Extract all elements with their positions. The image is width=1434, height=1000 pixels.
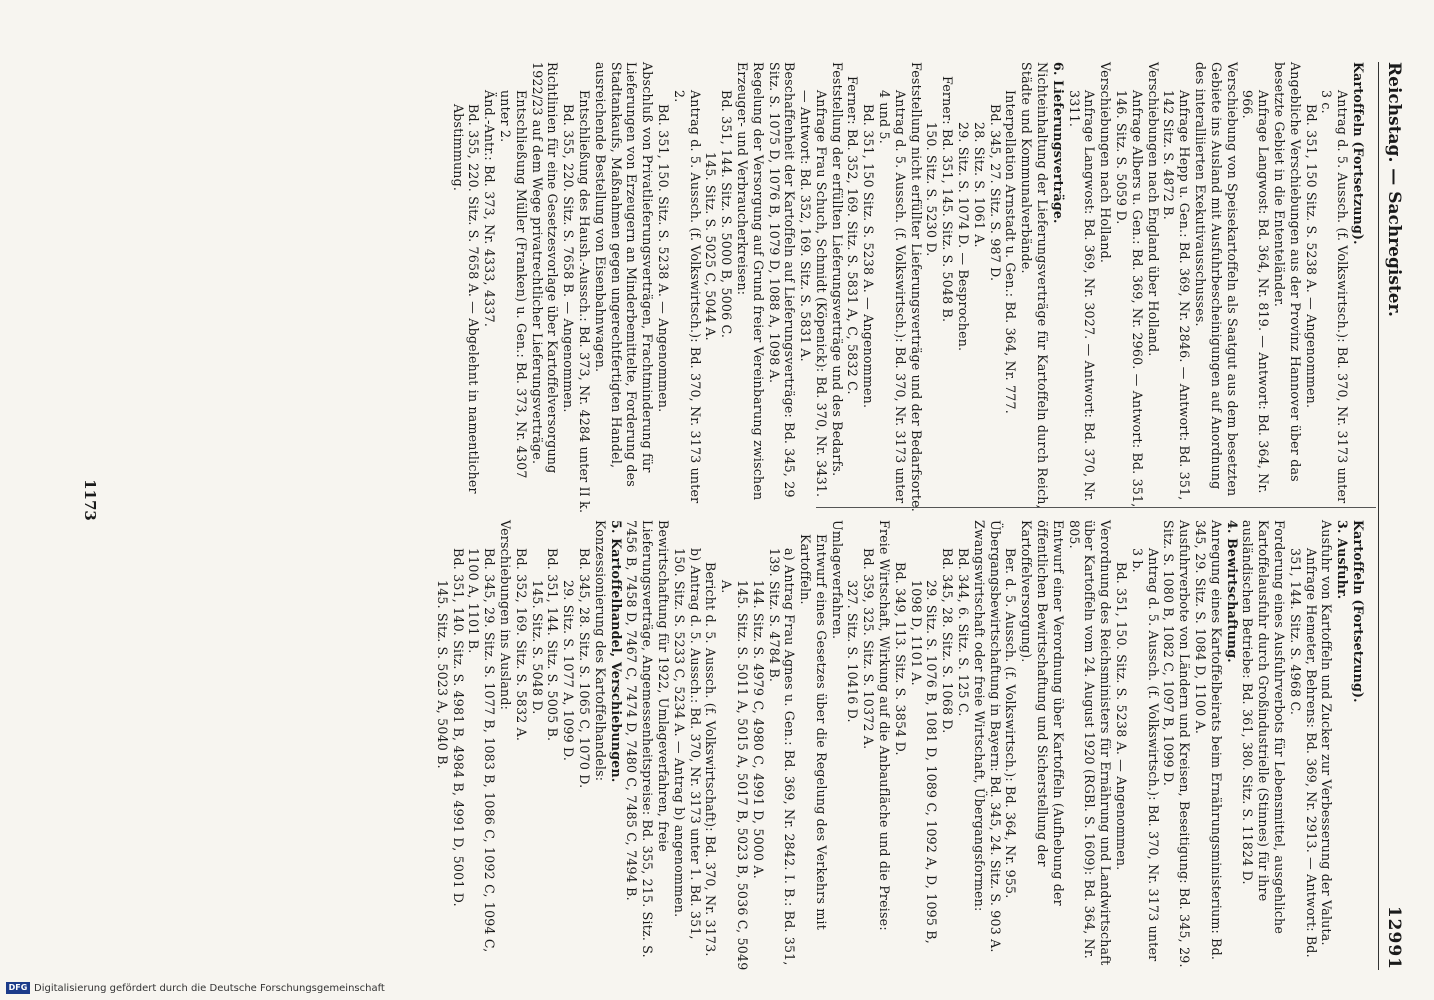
index-entry: Richtlinien für eine Gesetzesvorlage über Kartoffelversorgung 1922/23 auf dem Wege privatrechtlicher Lieferungsverträge. (529, 62, 561, 474)
index-entry: Freie Wirtschaft, Wirkung auf die Anbaufläche und die Preise: (877, 520, 893, 931)
subsection-heading: 6. Lieferungsverträge. (1050, 62, 1066, 224)
index-entry: Entwurf einer Verordnung über Kartoffeln (Aufhebung der öffentlichen Bewirtschaftung und Sicherstellung der Kartoffelversorgung). (1019, 520, 1066, 906)
index-entry: Nichteinhaltung der Lieferungsverträge für Kartoffeln durch Reich, Städte und Kommunalverbände. (1019, 62, 1051, 509)
index-entry: 29. Sitz. S. 1074 D. — Besprochen. (956, 122, 972, 352)
index-entry: Bd. 359, 325. Sitz. S. 10372 A. (861, 548, 877, 750)
index-entry: Antrag d. 5. Aussch. (f. Volkswirtsch.): Bd. 370, Nr. 3173 unter 3 b. (1129, 548, 1161, 962)
index-entry: Bewirtschaftung für 1922, Umlageverfahren, freie Lieferungsverträge, Angemessenheitspreise: Bd. 355, 215. Sitz. S. 7456 B, 7458 D, 7467 C, 7474 D, 7480 C, 7485 C, 7494 B. (624, 520, 671, 958)
index-entry: a) Antrag Frau Agnes u. Gen.: Bd. 369, Nr. 2842. I. B.: Bd. 351, 139. Sitz. S. 4784 B. (766, 548, 798, 966)
index-entry: Bd. 345, 28. Sitz. S. 1068 D. (940, 548, 956, 734)
index-entry: 144. Sitz. S. 4979 C, 4980 C, 4991 D, 5000 A. (750, 580, 766, 879)
index-entry: Anregung eines Kartoffelbeirats beim Ernährungsministerium: Bd. 345, 29. Sitz. S. 1084 D, 1100 A. (1193, 520, 1224, 961)
index-entry: Konzessionierung des Kartoffelhandels: (592, 520, 608, 782)
index-entry: Entschließung Müller (Franken) u. Gen.: Bd. 373, Nr. 4307 unter 2. (497, 90, 529, 479)
index-entry: Bd. 351, 144. Sitz. S. 5005 B. (545, 548, 561, 742)
index-entry: Bd. 351, 150. Sitz. S. 5238 A. — Angenommen. (655, 104, 671, 413)
index-entry: Anfrage Albers u. Gen.: Bd. 369, Nr. 2960. — Antwort: Bd. 351, 146. Sitz. S. 5059 D. (1114, 90, 1145, 508)
index-entry: Zwangswirtschaft oder freie Wirtschaft, Übergangsformen: (971, 520, 987, 912)
index-entry: Bd. 355, 220. Sitz. S. 7658 B. — Angenommen. (561, 104, 577, 413)
credit-text: Digitalisierung gefördert durch die Deutsche Forschungsgemeinschaft (34, 982, 385, 994)
index-entry: Entwurf eines Gesetzes über die Regelung des Verkehrs mit Kartoffeln. (798, 534, 829, 930)
index-entry: Verschiebung von Speisekartoffeln als Saatgut aus dem besetzten Gebiete ins Ausland mit Ausfuhrbescheinigungen auf Anordnung des interalliierten Exekutivausschusses. (1193, 62, 1240, 497)
index-entry: Ferner: Bd. 351, 145. Sitz. S. 5048 B. (940, 76, 956, 323)
index-entry: Regelung der Versorgung auf Grund freier Vereinbarung zwischen Erzeuger- und Verbraucherkreisen: (734, 62, 766, 501)
index-entry: Verschiebungen nach England über Holland. (1145, 62, 1161, 357)
section-heading: Kartoffeln (Fortsetzung). (1351, 520, 1366, 703)
index-entry: Forderung eines Ausfuhrverbots für Lebensmittel, ausgehliche Kartoffelausfuhr durch Großindustrielle (Stinnes) für ihre ausländischen Betriebe: Bd. 361, 380. Sitz. S. 11824 D. (1240, 520, 1288, 934)
index-entry: 145. Sitz. S. 5023 A, 5040 B. (434, 580, 450, 769)
index-entry: Anfrage Langwost: Bd. 364, Nr. 819. — Antwort: Bd. 364, Nr. 966. (1240, 90, 1272, 494)
index-entry: Bd. 345, 28. Sitz. S. 1065 C, 1070 D. (576, 548, 592, 789)
index-entry: Bd. 351, 150 Sitz. S. 5238 A. — Angenommen. (861, 104, 877, 409)
index-entry: 150. Sitz. S. 5230 D. (924, 122, 940, 257)
index-entry: Anfrage Frau Schuch, Schmidt (Köpenick): Bd. 370, Nr. 3431. — Antwort: Bd. 352, 169. Sitz. S. 5831 A. (798, 90, 829, 498)
page-number: 12991 (1384, 905, 1404, 970)
index-entry: Interpellation Arnstadt u. Gen.: Bd. 364, Nr. 777. (1003, 90, 1019, 414)
index-entry: Übergangsbewirtschaftung in Bayern: Bd. 345, 24. Sitz. S. 903 A. (987, 520, 1003, 953)
index-entry: Angebliche Verschiebungen aus der Provinz Hannover über das besetzte Gebiet in die Ententeländer. (1272, 62, 1303, 482)
index-entry: Bd. 351, 150 Sitz. S. 5238 A. — Angenommen. (1303, 104, 1319, 409)
index-entry: Bericht d. 5. Aussch. (f. Volkswirtschaft): Bd. 370, Nr. 3173. (703, 562, 719, 957)
index-entry: Antrag d. 5. Aussch. (f. Volkswirtsch.): Bd. 370, Nr. 3173 unter 3 c. (1319, 90, 1351, 504)
index-entry: Feststellung der erfüllten Lieferungsverträge und des Bedarfs. (829, 62, 845, 477)
footer-page-number: 1173 (81, 479, 99, 521)
column-divider (816, 507, 1376, 508)
index-entry: 29. Sitz. S. 1076 B, 1081 D, 1089 C, 1092 A, D, 1095 B, 1098 D, 1101 A. (908, 580, 940, 944)
index-entry: Antrag d. 5. Aussch. (f. Volkswirtsch.): Bd. 370, Nr. 3173 unter 2. (671, 90, 703, 504)
index-entry: 145. Sitz. S. 5025 C, 5044 A. (703, 152, 719, 341)
index-entry: 28. Sitz. S. 1061 A. (971, 122, 987, 248)
index-entry: Bd. 351, 144. Sitz. S. 5000 B, 5006 C. (719, 90, 735, 339)
index-entry: Ber. d. 5. Aussch. (f. Volkswirtsch.): Bd. 364, Nr. 955. (1003, 548, 1019, 899)
subsection-heading: 4. Bewirtschaftung. (1224, 520, 1240, 663)
index-entry: Bd. 344, 6. Sitz. S. 125 C. (956, 548, 972, 717)
index-entry: Feststellung nicht erfüllter Lieferungsverträge und der Bedarfsorte. (908, 62, 924, 512)
index-entry: Antrag d. 5. Aussch. (f. Volkswirtsch.): Bd. 370, Nr. 3173 unter 4 und 5. (877, 90, 908, 504)
index-entry: Änd.-Antr.: Bd. 373, Nr. 4333, 4337. (482, 90, 498, 328)
left-column (450, 62, 1366, 514)
index-entry: 29. Sitz. S. 1077 A, 1099 D. (561, 580, 577, 762)
index-entry: Anfrage Langwost: Bd. 369, Nr. 3027. — Antwort: Bd. 370, Nr. 3311. (1066, 90, 1098, 502)
index-entry: 327. Sitz. S. 10416 D. (845, 580, 861, 723)
index-entry: Umlageverfahren. (829, 520, 845, 640)
index-entry: Ausfuhr von Kartoffeln und Zucker zur Verbesserung der Valuta. (1319, 520, 1335, 946)
page-title: Reichstag. — Sachregister. (1384, 62, 1404, 317)
page-header (1384, 62, 1412, 970)
index-entry: Ferner: Bd. 352, 169. Sitz. S. 5831 A, C, 5832 C. (845, 76, 861, 395)
digitization-credit (6, 982, 385, 994)
index-entry: Bd. 351, 150. Sitz. S. 5238 A. — Angenommen. (1114, 562, 1130, 871)
index-entry: Bd. 345, 27. Sitz. S. 987 D. (987, 104, 1003, 282)
index-entry: Entschließung des Haush.-Aussch.: Bd. 373, Nr. 4284 unter II k. (576, 90, 592, 514)
index-entry: Verschiebungen ins Ausland: (497, 520, 513, 711)
index-entry: 145. Sitz. S. 5011 A, 5015 A, 5017 B, 5023 B, 5036 C, 5049 A. (719, 580, 750, 971)
index-entry: Verschiebungen nach Holland. (1098, 62, 1114, 264)
index-entry: Ausfuhrverbote von Ländern und Kreisen, Beseitigung: Bd. 345, 29. Sitz. S. 1080 B, 1082 C, 1097 B, 1099 D. (1161, 520, 1193, 968)
dfg-logo: DFG (6, 982, 30, 994)
index-entry: Bd. 351, 140. Sitz. S. 4981 B, 4984 B, 4991 D, 5001 D. (450, 548, 466, 907)
index-entry: Bd. 345, 29. Sitz. S. 1077 B, 1083 B, 1086 C, 1092 C, 1094 C, 1100 A, 1101 B. (466, 548, 498, 953)
right-column (434, 520, 1366, 972)
index-entry: Anfrage Hepp u. Gen.: Bd. 369, Nr. 2846. — Antwort: Bd. 351, 142 Sitz. S. 4872 B. (1161, 90, 1193, 501)
index-entry: b) Antrag d. 5. Aussch.: Bd. 370, Nr. 3173 unter 1. Bd. 351, 150. Sitz. S. 5233 C, 5234 A. — Antrag b) angenommen. (671, 548, 703, 940)
index-entry: Bd. 349, 113. Sitz. S. 3854 D. (892, 562, 908, 756)
index-entry: Bd. 352, 169. Sitz. S. 5832 A. (513, 548, 529, 742)
section-heading: Kartoffeln (Fortsetzung). (1351, 62, 1366, 245)
subsection-heading: 5. Kartoffelhandel, Verschiebungen. (608, 520, 624, 783)
index-entry: 145. Sitz. S. 5048 D. (529, 580, 545, 715)
subsection-heading: 3. Ausfuhr. (1335, 520, 1351, 600)
index-entry: Abschluß von Privatlieferungsverträgen, Frachtminderung für Lieferungen von Erzeugern an Minderbemittelte, Forderung des Stadtankaufs, Maßnahmen gegen ungerechtfertigten Handel, ausreichende Bestellung von Eisenbahnwagen. (592, 62, 656, 487)
index-entry: Beschaffenheit der Kartoffeln auf Lieferungsverträge: Bd. 345, 29 Sitz. S. 1075 D, 1076 B, 1079 D, 1088 A, 1098 A. (766, 62, 798, 498)
index-entry: Bd. 355, 220. Sitz. S. 7658 A. — Abgelehnt in namentlicher Abstimmung. (450, 104, 482, 494)
index-entry: Verordnung des Reichsministers für Ernährung und Landwirtschaft über Kartoffeln vom 24. August 1920 (RGBl. S. 1609): Bd. 364, Nr. 805. (1066, 520, 1114, 966)
header-rule (1378, 62, 1379, 970)
index-entry: Anfrage Hemeter, Behrens: Bd. 369, Nr. 2913. — Antwort: Bd. 351, 144. Sitz. S. 4968 C. (1287, 548, 1319, 958)
